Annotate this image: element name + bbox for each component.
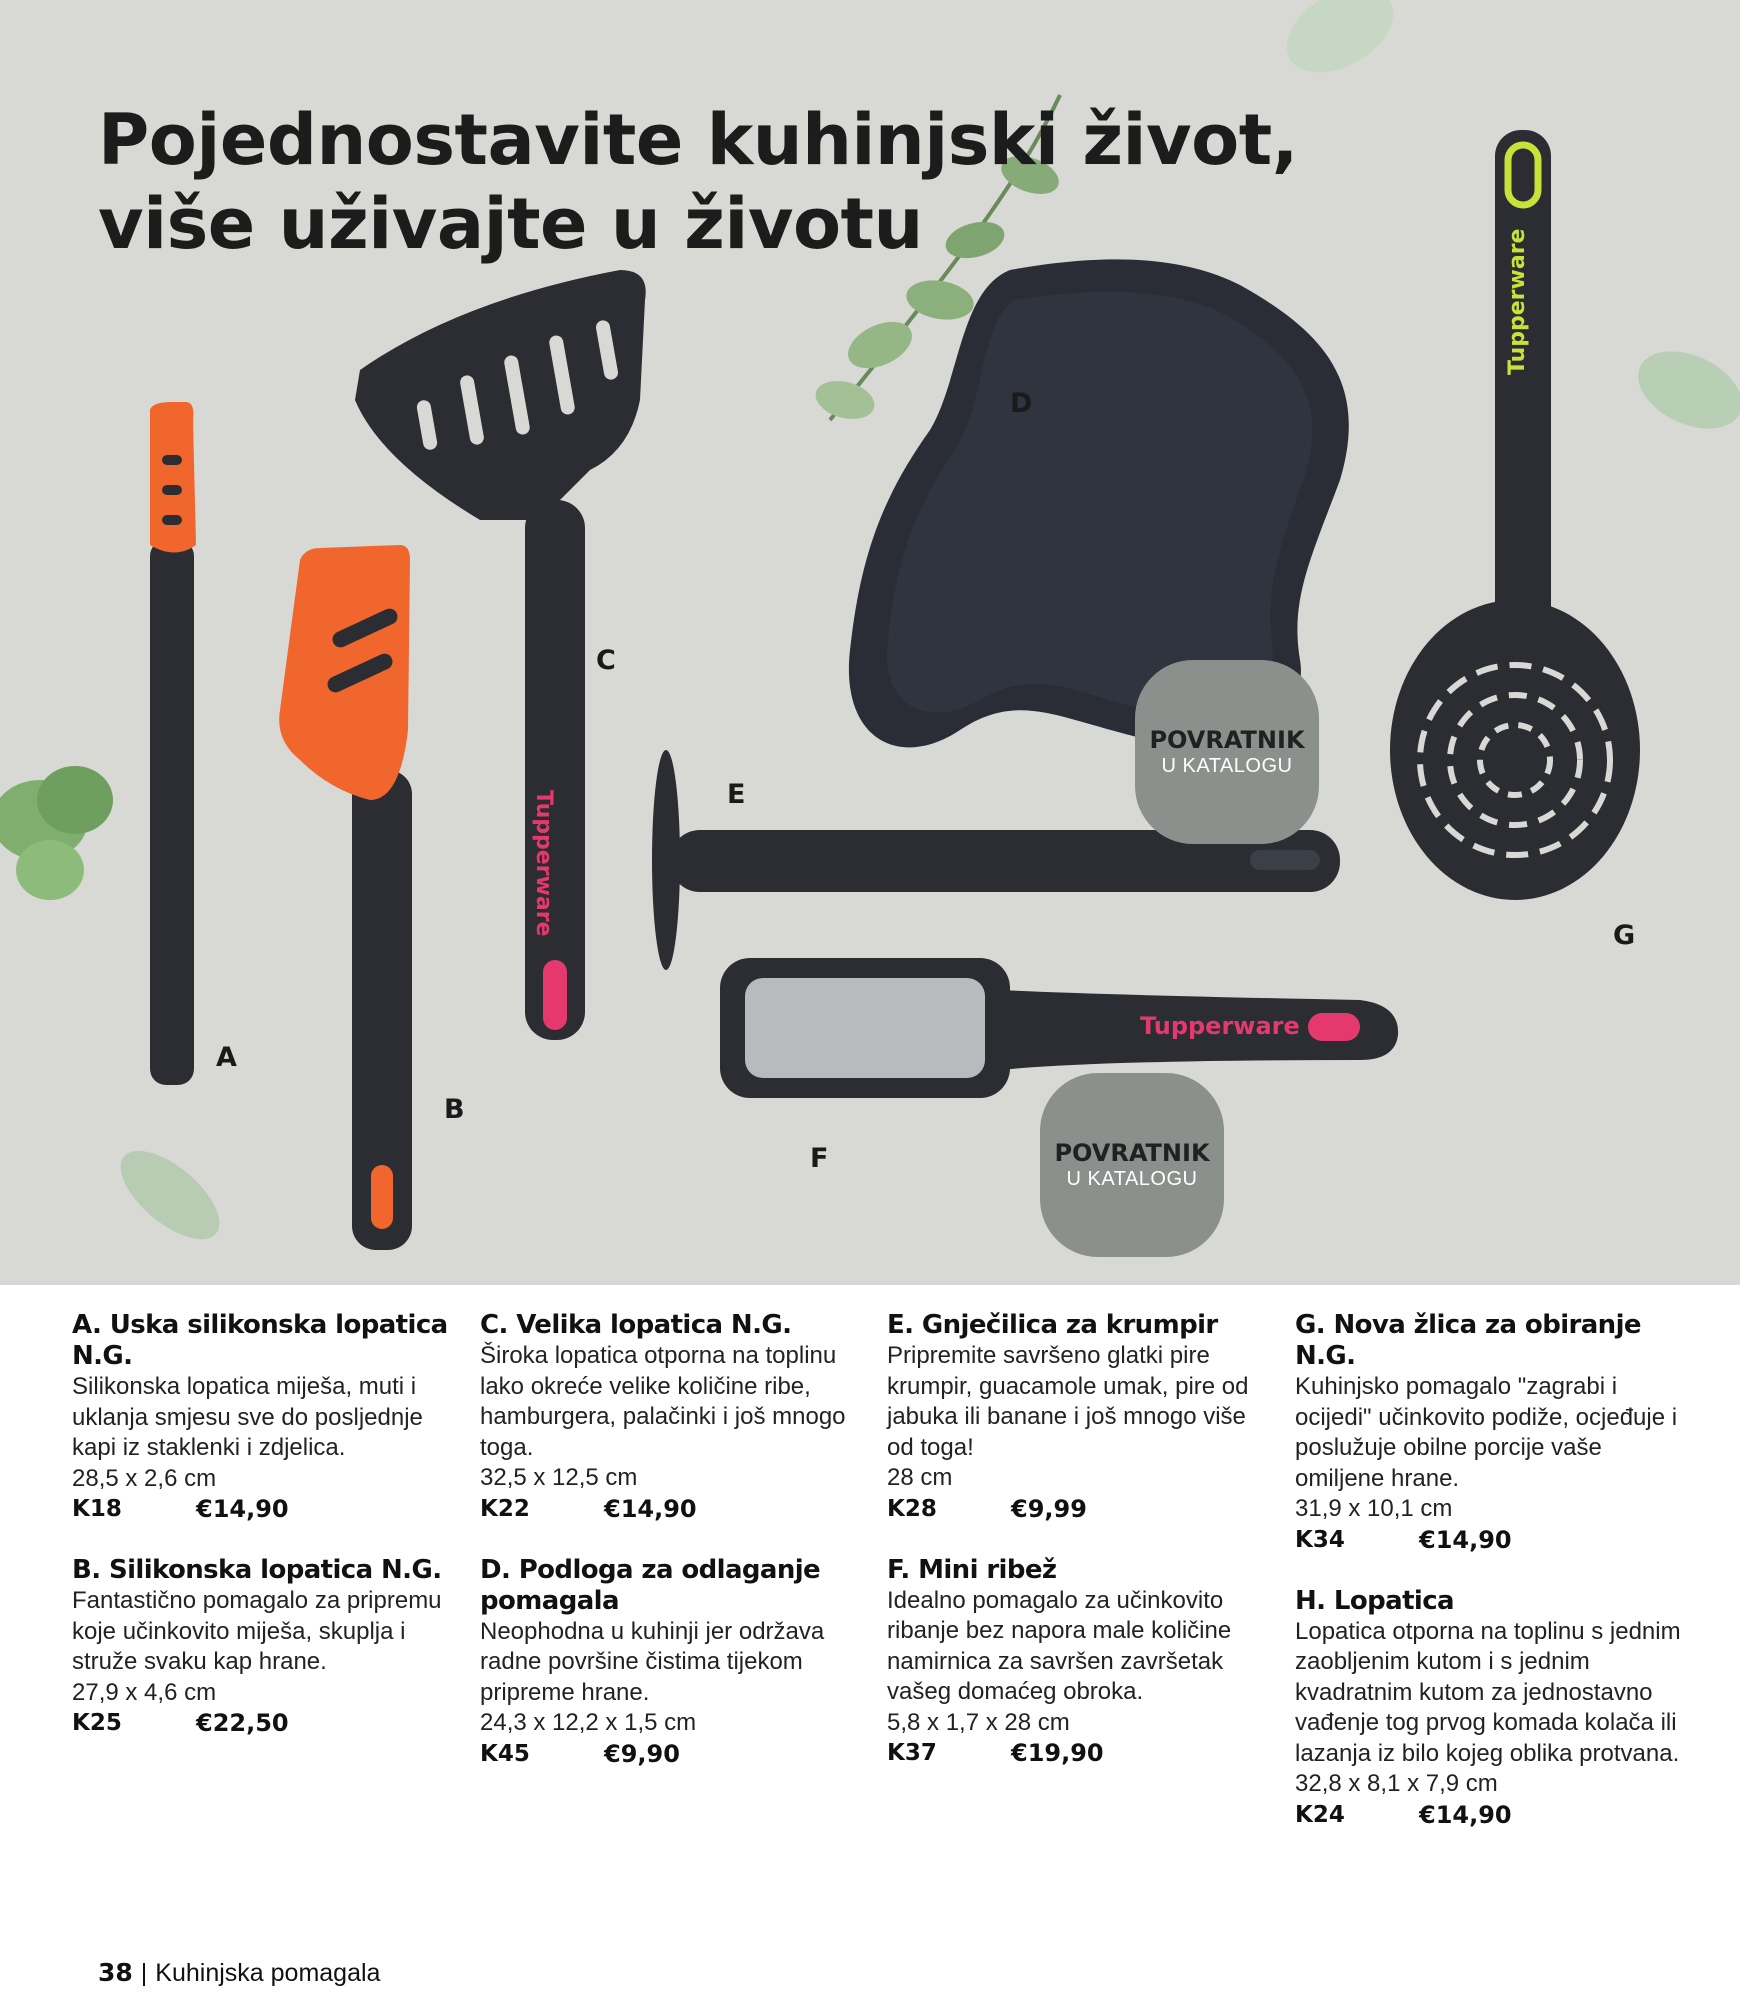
product-code: K45 [480,1740,530,1767]
skimmer-brand-text: Tupperware [1505,228,1530,375]
product-desc-text: Silikonska lopatica miješa, muti i uklanja smjesu sve do posljednje kapi iz staklenki i zdjelica. [72,1373,423,1461]
price-row [72,1494,462,1525]
product-dimensions: 32,5 x 12,5 cm [480,1464,638,1491]
product-title: A. Uska silikonska lopatica N.G. [72,1310,448,1371]
label-e: E [727,779,746,810]
product-item [72,1555,462,1739]
product-column-4 [1295,1310,1685,1861]
product-dimensions: 5,8 x 1,7 x 28 cm [887,1708,1070,1736]
product-desc-text: Idealno pomagalo za učinkovito ribanje bez napora male količine namirnica za savršen završetak vašeg domaćeg obroka. [887,1586,1232,1705]
product-code: K28 [887,1495,937,1522]
product-title: E. Gnječilica za krumpir [887,1310,1218,1340]
product-item [480,1310,870,1525]
product-price: €9,99 [1011,1494,1087,1523]
product-desc-text: Neophodna u kuhinji jer održava radne površine čistima tijekom pripreme hrane. [480,1617,825,1706]
product-dimensions: 32,8 x 8,1 x 7,9 cm [1295,1770,1498,1797]
product-desc-text: Pripremite savršeno glatki pire krumpir, guacamole umak, pire od jabuka ili banane i još mnogo više od toga! [887,1342,1249,1461]
grater-brand-text: Tupperware [1140,1012,1300,1040]
price-row [1295,1800,1685,1831]
product-description [480,1617,870,1739]
price-row [887,1738,1277,1769]
product-item [1295,1310,1685,1556]
price-row [480,1494,870,1525]
product-price: €14,90 [196,1495,289,1523]
product-description [887,1586,1277,1739]
price-row [887,1494,1277,1525]
product-code: K34 [1295,1526,1345,1553]
page-number: 38 [98,1958,133,1987]
product-desc-text: Kuhinjsko pomagalo "zagrabi i ocijedi" učinkovito podiže, ocjeđuje i poslužuje obilne porcije vaše omiljene hrane. [1295,1373,1678,1492]
product-code: K22 [480,1495,530,1522]
label-f: F [810,1143,829,1174]
badge-title: POVRATNIK [1149,726,1305,754]
product-description [887,1341,1277,1494]
page-headline [98,98,1298,266]
product-price: €14,90 [1419,1800,1512,1829]
returning-product-badge [1135,660,1319,844]
badge-title: POVRATNIK [1054,1139,1210,1167]
section-name: Kuhinjska pomagala [155,1959,381,1987]
label-c: C [596,645,616,676]
returning-product-badge [1040,1073,1224,1257]
product-title: C. Velika lopatica N.G. [480,1310,792,1340]
product-item [887,1310,1277,1525]
headline-line-1: Pojednostavite kuhinjski život, [98,99,1298,181]
label-a: A [216,1042,237,1073]
narrow-spatula [150,402,196,1085]
badge-subtitle: U KATALOGU [1161,755,1293,777]
product-title: D. Podloga za odlaganje pomagala [480,1554,821,1616]
product-dimensions: 27,9 x 4,6 cm [72,1678,217,1706]
product-code: K24 [1295,1801,1345,1828]
product-price: €22,50 [196,1709,289,1737]
product-title: G. Nova žlica za obiranje N.G. [1295,1310,1641,1371]
product-dimensions: 28,5 x 2,6 cm [72,1464,217,1492]
product-description [480,1341,870,1494]
product-title: F. Mini ribež [887,1554,1057,1585]
product-description [1295,1617,1685,1800]
product-code: K37 [887,1740,937,1766]
product-desc-text: Lopatica otporna na toplinu s jednim zaobljenim kutom i s jednim kvadratnim kutom za jednostavno vađenje tog prvog komada kolača ili lazanja iz bilo kojeg oblika protvana. [1295,1617,1681,1767]
label-g: G [1613,920,1636,951]
product-code: K18 [72,1496,122,1522]
product-item [480,1555,870,1770]
product-column-3 [887,1310,1277,1799]
footer-separator: | [140,1959,148,1987]
price-row [72,1708,462,1739]
headline-line-2: više uživajte u životu [98,183,923,265]
product-dimensions: 31,9 x 10,1 cm [1295,1495,1453,1522]
product-price: €14,90 [604,1494,697,1523]
product-desc-text: Široka lopatica otporna na toplinu lako okreće velike količine ribe, hamburgera, palačinki i još mnogo toga. [480,1342,846,1461]
product-title: B. Silikonska lopatica N.G. [72,1555,442,1585]
price-row [480,1739,870,1770]
product-price: €19,90 [1011,1739,1104,1767]
product-dimensions: 28 cm [887,1464,953,1491]
page-footer [98,1958,380,1988]
product-desc-text: Fantastično pomagalo za pripremu koje učinkovito miješa, skuplja i struže svaku kap hrane. [72,1587,442,1675]
silicone-spatula [279,545,412,1250]
product-title: H. Lopatica [1295,1585,1454,1616]
product-item [1295,1586,1685,1831]
product-code: K25 [72,1710,122,1736]
product-description [72,1372,462,1494]
badge-subtitle: U KATALOGU [1066,1168,1198,1190]
price-row [1295,1525,1685,1556]
product-price: €14,90 [1419,1525,1512,1554]
label-d: D [1010,388,1033,419]
product-item [72,1310,462,1525]
product-dimensions: 24,3 x 12,2 x 1,5 cm [480,1709,697,1736]
product-description [72,1586,462,1708]
product-item [887,1555,1277,1770]
product-column-2 [480,1310,870,1800]
product-column-1 [72,1310,462,1769]
product-price: €9,90 [604,1739,680,1768]
product-description [1295,1372,1685,1525]
turner-brand-text: Tupperware [531,790,556,937]
label-b: B [444,1094,465,1125]
